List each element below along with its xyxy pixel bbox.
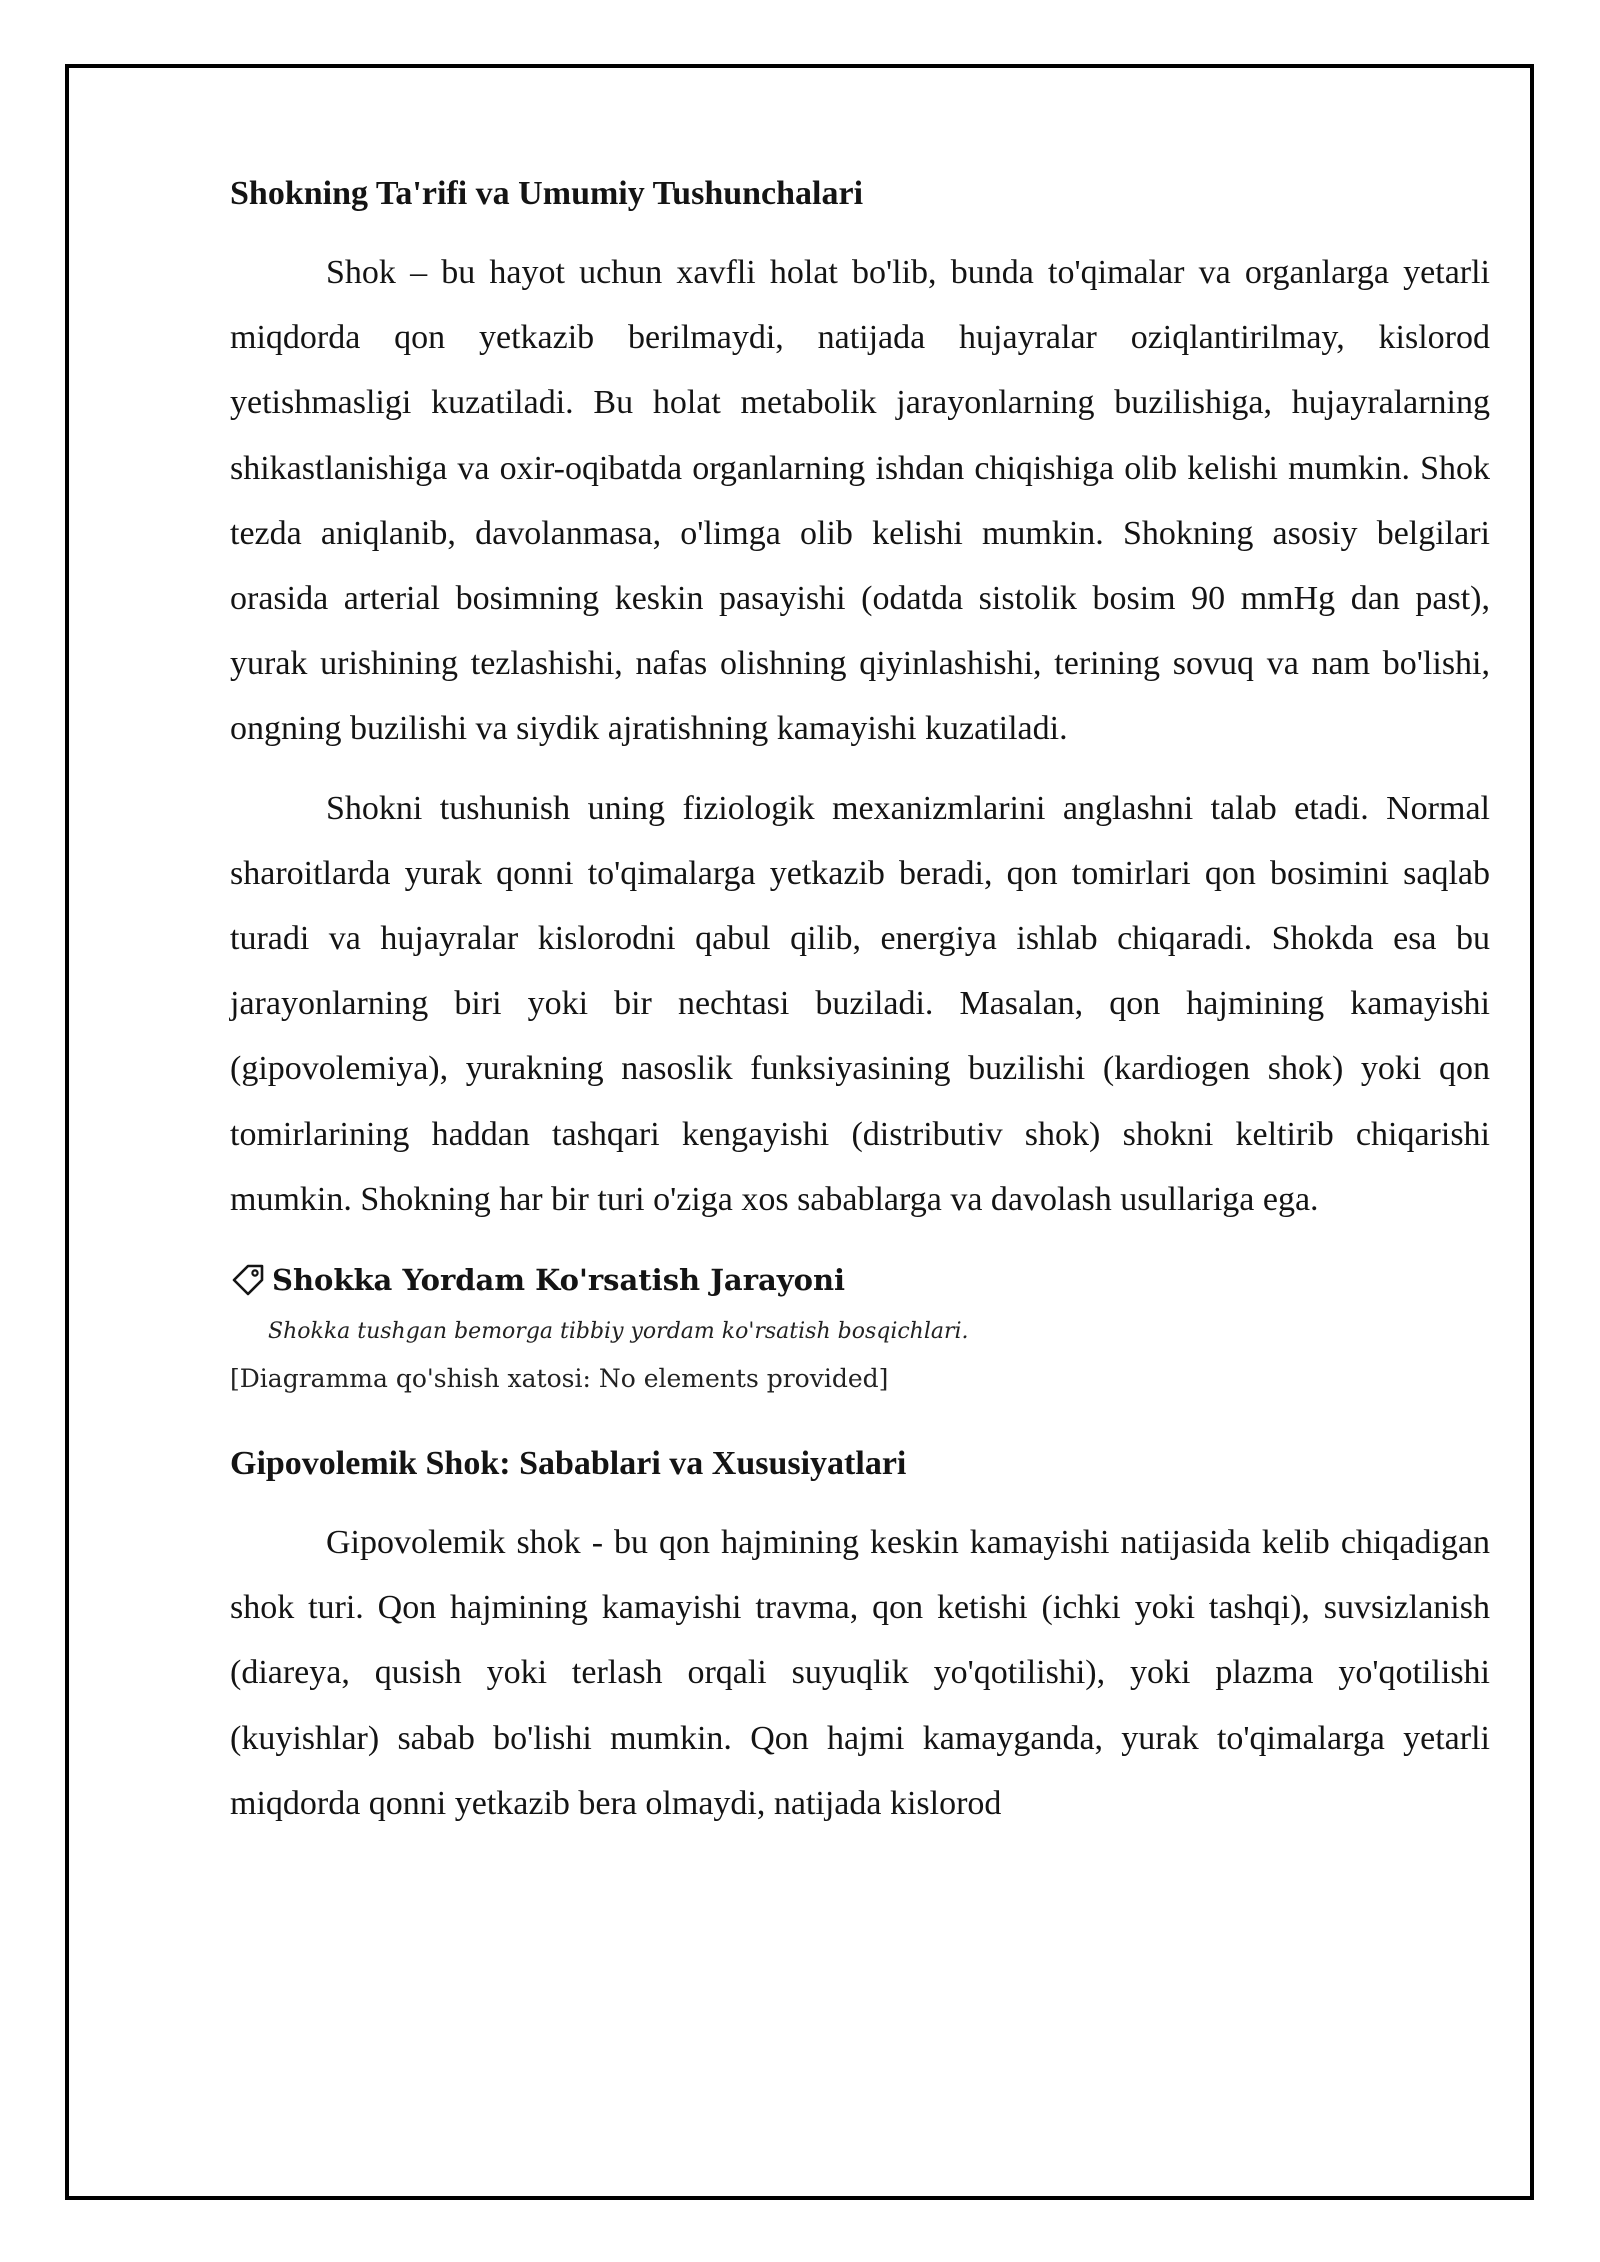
body-paragraph: Shok – bu hayot uchun xavfli holat bo'lib, bunda to'qimalar va organlarga yetarli miqdorda qon yetkazib berilmaydi, natijada hujayralar oziqlantirilmay, kislorod yetishmasligi kuzatiladi. Bu holat metabolik jarayonlarning buzilishiga, hujayralarning shikastlanishiga va oxir-oqibatda organlarning ishdan chiqishiga olib kelishi mumkin. Shok tezda aniqlanib, davolanmasa, o'limga olib kelishi mumkin. Shokning asosiy belgilari orasida arterial bosimning keskin pasayishi (odatda sistolik bosim 90 mmHg dan past), yurak urishining tezlashishi, nafas olishning qiyinlashishi, terining sovuq va nam bo'lishi, ongning buzilishi va siydik ajratishning kamayishi kuzatiladi. xyxy=(230,254,1490,748)
body-paragraph: Gipovolemik shok - bu qon hajmining keskin kamayishi natijasida kelib chiqadigan shok turi. Qon hajmining kamayishi travma, qon ketishi (ichki yoki tashqi), suvsizlanish (diareya, qusish yoki terlash orqali suyuqlik yo'qotilishi), yoki plazma yo'qotilishi (kuyishlar) sabab bo'lishi mumkin. Qon hajmi kamayganda, yurak to'qimalarga yetarli miqdorda qonni yetkazib bera olmaydi, natijada kislorod xyxy=(230,1524,1490,1822)
diagram-block xyxy=(230,1258,1490,1402)
body-paragraph: Shokni tushunish uning fiziologik mexanizmlarini anglashni talab etadi. Normal sharoitlarda yurak qonni to'qimalarga yetkazib beradi, qon tomirlari qon bosimini saqlab turadi va hujayralar kislorodni qabul qilib, energiya ishlab chiqaradi. Shokda esa bu jarayonlarning biri yoki bir nechtasi buziladi. Masalan, qon hajmining kamayishi (gipovolemiya), yurakning nasoslik funksiyasining buzilishi (kardiogen shok) yoki qon tomirlarining haddan tashqari kengayishi (distributiv shok) shokni keltirib chiqarishi mumkin. Shokning har bir turi o'ziga xos sabablarga va davolash usullariga ega. xyxy=(230,789,1490,1218)
diagram-title: Shokka Yordam Ko'rsatish Jarayoni xyxy=(272,1263,846,1298)
diagram-title-row xyxy=(230,1258,1490,1302)
document-content xyxy=(230,172,1490,1850)
diagram-caption: Shokka tushgan bemorga tibbiy yordam ko'rsatish bosqichlari. xyxy=(268,1319,969,1345)
tag-icon xyxy=(230,1262,266,1298)
section-heading-hypovolemic: Gipovolemik Shok: Sabablari va Xususiyatlari xyxy=(230,1445,907,1483)
diagram-error-message: [Diagramma qo'shish xatosi: No elements provided] xyxy=(230,1364,889,1394)
section-heading-definition: Shokning Ta'rifi va Umumiy Tushunchalari xyxy=(230,175,864,212)
